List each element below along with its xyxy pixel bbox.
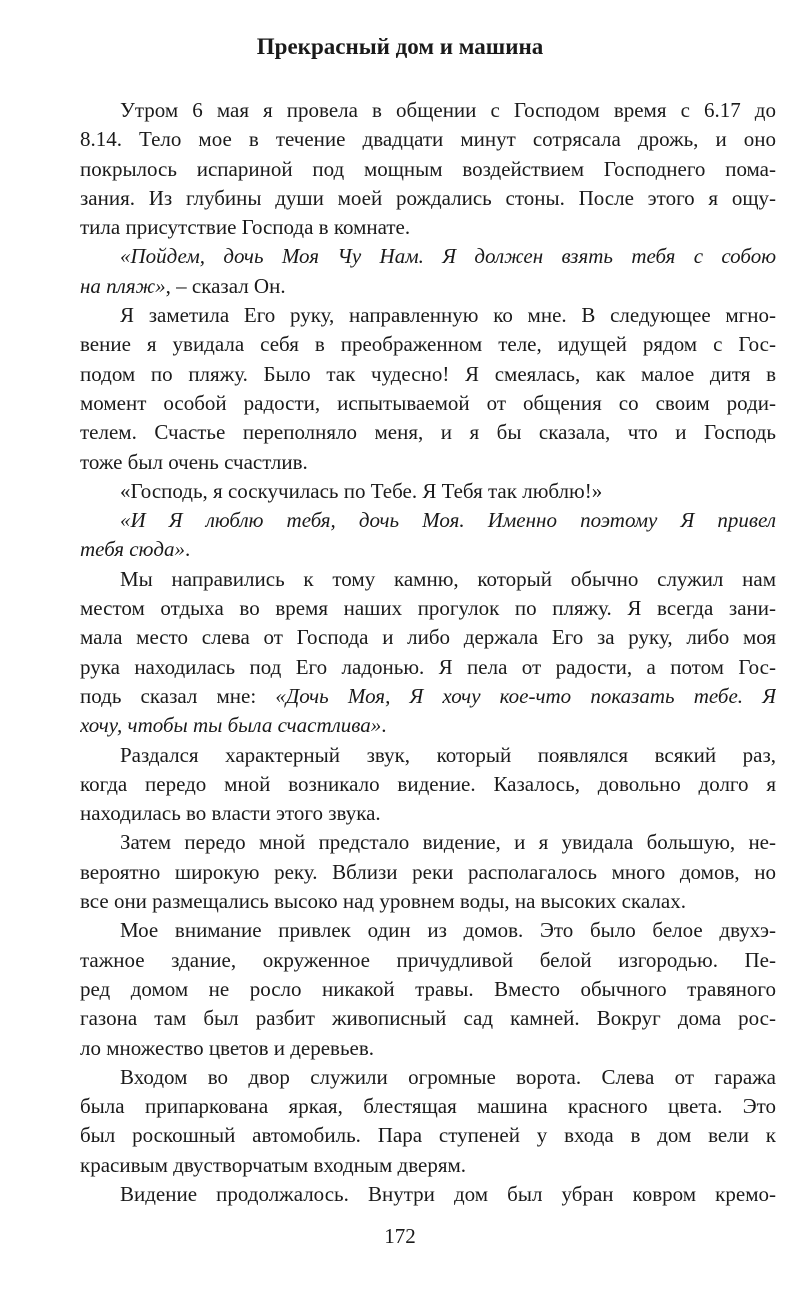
text-line	[80, 623, 776, 652]
text-segment: тажное здание, окруженное причудливой белой изгородью. Пе-	[80, 947, 776, 972]
text-segment: Мы направились к тому камню, который обычно служил нам	[120, 566, 776, 591]
text-line	[80, 330, 776, 359]
text-line	[80, 272, 776, 301]
text-segment: тоже был очень счастлив.	[80, 449, 308, 474]
italic-quote: на пляж»	[80, 273, 166, 298]
text-line	[80, 1121, 776, 1150]
text-line	[80, 418, 776, 447]
text-line	[80, 741, 776, 770]
text-line	[80, 594, 776, 623]
text-line	[80, 477, 776, 506]
text-line	[80, 1034, 776, 1063]
text-segment: зания. Из глубины души моей рождались стоны. После этого я ощу-	[80, 185, 776, 210]
text-segment: вение я увидала себя в преображенном теле, идущей рядом с Гос-	[80, 332, 776, 357]
text-line	[80, 1180, 776, 1209]
text-segment: находилась во власти этого звука.	[80, 801, 381, 826]
text-segment: вероятно широкую реку. Вблизи реки располагалось много домов, но	[80, 859, 776, 884]
text-segment: когда передо мной возникало видение. Казалось, довольно долго я	[80, 771, 776, 796]
text-segment: ред домом не росло никакой травы. Вместо обычного травяного	[80, 976, 776, 1001]
text-segment: Входом во двор служили огромные ворота. Слева от гаража	[120, 1064, 776, 1089]
italic-quote: «Дочь Моя, Я хочу кое-что показать тебе. Я	[275, 683, 776, 708]
text-segment: подом по пляжу. Было так чудесно! Я смеялась, как малое дитя в	[80, 361, 776, 386]
text-line	[80, 125, 776, 154]
text-line	[80, 242, 776, 271]
text-line	[80, 96, 776, 125]
text-segment: красивым двустворчатым входным дверям.	[80, 1152, 467, 1177]
text-line	[80, 448, 776, 477]
text-line	[80, 799, 776, 828]
text-line	[80, 213, 776, 242]
text-line	[80, 887, 776, 916]
text-line	[80, 1151, 776, 1180]
text-segment: был роскошный автомобиль. Пара ступеней у входа в дом вели к	[80, 1123, 776, 1148]
text-segment: покрылось испариной под мощным воздействием Господнего пома-	[80, 156, 776, 181]
text-segment: Мое внимание привлек один из домов. Это было белое двухэ-	[120, 918, 776, 943]
text-line	[80, 653, 776, 682]
text-line	[80, 155, 776, 184]
italic-quote: «И Я люблю тебя, дочь Моя. Именно поэтому Я привел	[120, 508, 776, 533]
text-line	[80, 1092, 776, 1121]
text-segment: Я заметила Его руку, направленную ко мне. В следующее мгно-	[120, 303, 776, 328]
italic-quote: тебя сюда»	[80, 537, 186, 562]
text-segment: рука находилась под Его ладонью. Я пела от радости, а потом Гос-	[80, 654, 776, 679]
text-segment: местом отдыха во время наших прогулок по пляжу. Я всегда зани-	[80, 596, 776, 621]
text-segment: Видение продолжалось. Внутри дом был убран ковром кремо-	[120, 1181, 776, 1206]
text-segment: .	[185, 537, 191, 562]
text-line	[80, 975, 776, 1004]
text-line	[80, 828, 776, 857]
text-line	[80, 506, 776, 535]
text-segment: момент особой радости, испытываемой от общения со своим роди-	[80, 390, 776, 415]
text-line	[80, 389, 776, 418]
text-segment: «Господь, я соскучилась по Тебе. Я Тебя так люблю!»	[120, 478, 603, 503]
text-line	[80, 535, 776, 564]
page-number: 172	[384, 1224, 416, 1248]
chapter-title: Прекрасный дом и машина	[256, 34, 544, 59]
text-line	[80, 184, 776, 213]
text-segment: телем. Счастье переполняло меня, и я бы сказала, что и Господь	[80, 420, 776, 445]
text-line	[80, 711, 776, 740]
text-segment: ло множество цветов и деревьев.	[80, 1035, 375, 1060]
text-line	[80, 301, 776, 330]
text-segment: .	[381, 713, 387, 738]
text-line	[80, 858, 776, 887]
text-line	[80, 360, 776, 389]
text-segment: Раздался характерный звук, который появлялся всякий раз,	[120, 742, 776, 767]
text-line	[80, 946, 776, 975]
text-segment: тила присутствие Господа в комнате.	[80, 215, 411, 240]
body-text	[80, 96, 776, 1209]
text-segment: 8.14. Тело мое в течение двадцати минут сотрясала дрожь, и оно	[80, 127, 776, 152]
text-segment: была припаркована яркая, блестящая машина красного цвета. Это	[80, 1094, 776, 1119]
text-line	[80, 565, 776, 594]
text-line	[80, 1004, 776, 1033]
text-line	[80, 682, 776, 711]
italic-quote: хочу, чтобы ты была счастлива»	[80, 713, 382, 738]
text-segment: Затем передо мной предстало видение, и я увидала большую, не-	[120, 830, 776, 855]
text-line	[80, 770, 776, 799]
text-segment: , – сказал Он.	[165, 273, 286, 298]
italic-quote: «Пойдем, дочь Моя Чу Нам. Я должен взять тебя с собою	[120, 244, 776, 269]
text-segment: все они размещались высоко над уровнем воды, на высоких скалах.	[80, 889, 686, 914]
text-segment: Утром 6 мая я провела в общении с Господом время с 6.17 до	[120, 98, 776, 122]
text-line	[80, 916, 776, 945]
text-segment: газона там был разбит живописный сад камней. Вокруг дома рос-	[80, 1006, 776, 1031]
text-line	[80, 1063, 776, 1092]
text-segment: мала место слева от Господа и либо держала Его за руку, либо моя	[80, 625, 776, 650]
text-segment: подь сказал мне:	[80, 683, 276, 708]
